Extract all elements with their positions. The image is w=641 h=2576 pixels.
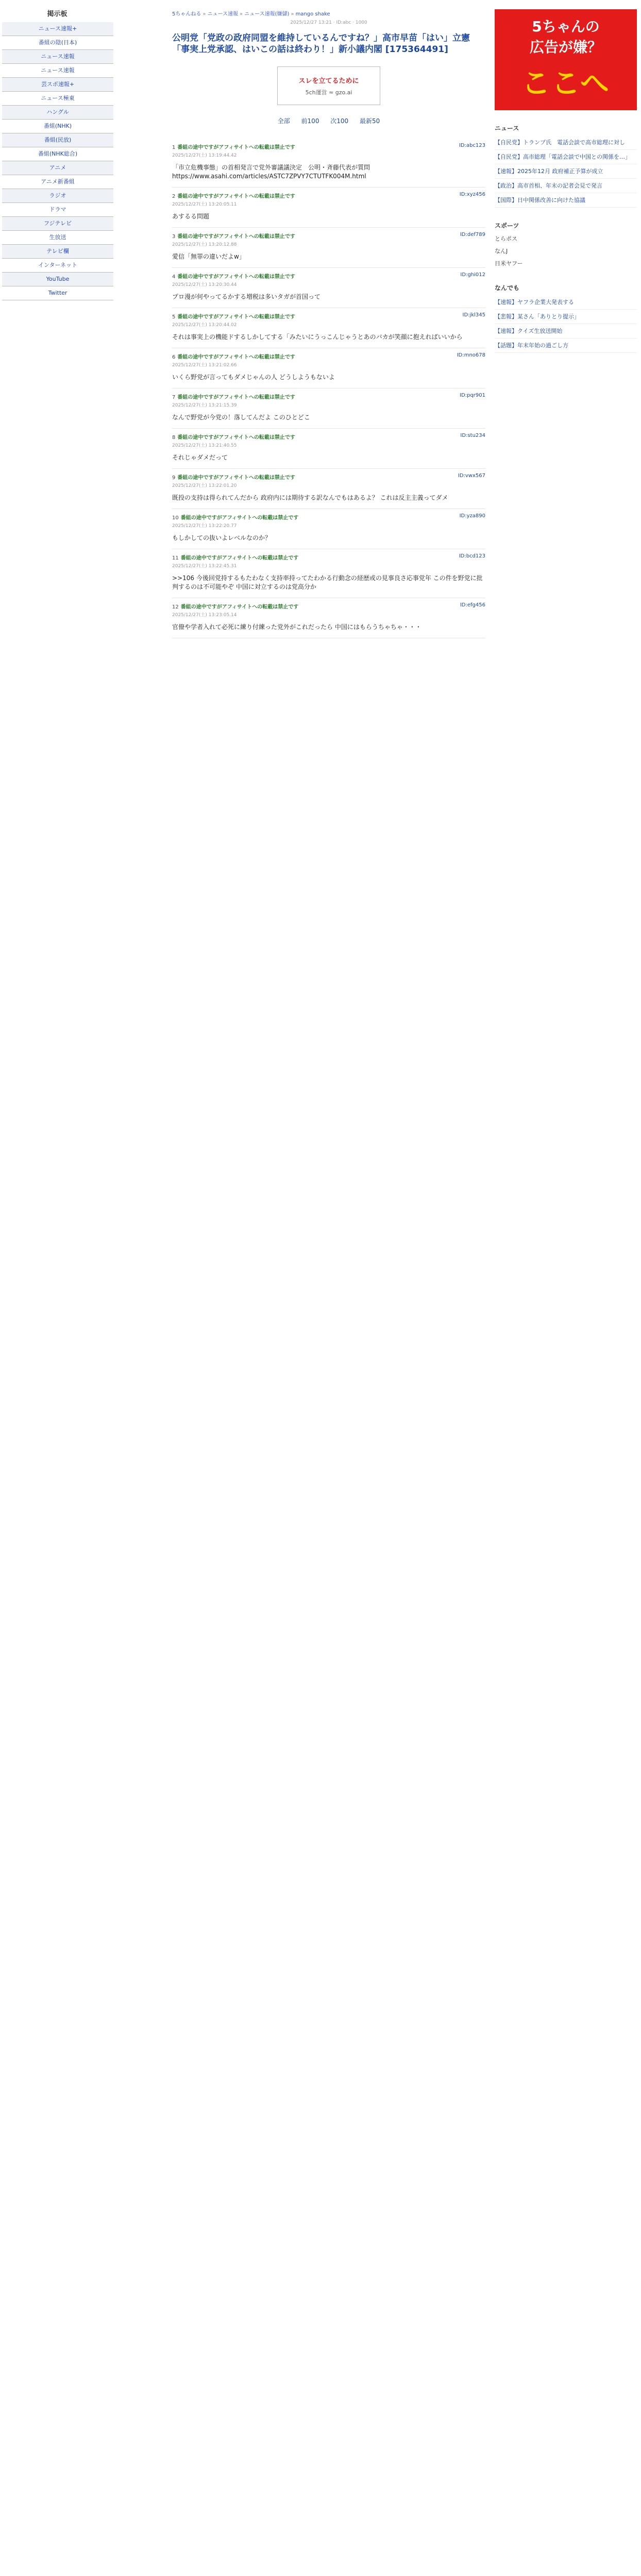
sidebar-item[interactable]: 生放送 (2, 231, 113, 245)
post-header (172, 272, 485, 280)
post-item (172, 228, 485, 268)
post-id[interactable]: ID:xyz456 (459, 192, 485, 197)
sidebar-item[interactable]: フジテレビ (2, 217, 113, 231)
post-header (172, 553, 485, 561)
sidebar-item[interactable]: 芸スポ速報+ (2, 78, 113, 92)
post-id[interactable]: ID:ghi012 (460, 272, 485, 278)
post-actions (456, 433, 485, 438)
post-date: 2025/12/27(土) 13:20:05.11 (172, 202, 237, 207)
breadcrumb-separator: » (291, 11, 294, 17)
sidebar-item[interactable]: ニュース極東 (2, 92, 113, 106)
breadcrumb (172, 9, 485, 17)
ad-line1: 5ちゃんの (532, 18, 600, 35)
post-item (172, 188, 485, 228)
post-date: 2025/12/27(土) 13:22:45.31 (172, 564, 237, 569)
post-author: 番組の途中ですがアフィサイトへの転載は禁止です (177, 435, 295, 440)
post-id[interactable]: ID:def789 (460, 232, 485, 238)
ad-line3: ここへ (521, 67, 610, 100)
post-number[interactable]: 2 (172, 194, 176, 199)
post-author: 番組の途中ですがアフィサイトへの転載は禁止です (177, 314, 295, 320)
post-item (172, 429, 485, 469)
post-id[interactable]: ID:bcd123 (459, 553, 485, 559)
news-item-link[interactable]: 【自民党】高市総理「電話会談で中国との関係を…」 (495, 150, 637, 164)
sidebar-header: 掲示板 (47, 10, 68, 18)
post-item (172, 139, 485, 188)
post-item (172, 509, 485, 549)
post-number[interactable]: 7 (172, 395, 176, 400)
post-list (172, 139, 485, 638)
post-id[interactable]: ID:vwx567 (458, 473, 485, 479)
breadcrumb-link[interactable]: 5ちゃんねる (172, 11, 201, 17)
post-date: 2025/12/27(土) 13:19:44.42 (172, 153, 237, 158)
post-id[interactable]: ID:jkl345 (462, 312, 485, 318)
post-item (172, 388, 485, 429)
right-sidebar (495, 0, 637, 353)
post-range-links[interactable]: 全部 前100 次100 最新50 (277, 117, 380, 125)
breadcrumb-link[interactable]: mango shake (295, 11, 330, 17)
sidebar-item[interactable]: ハングル (2, 106, 113, 120)
thread-meta: 2025/12/27 13:21 · ID:abc · 1000 (290, 20, 367, 25)
post-id[interactable]: ID:yza890 (459, 513, 485, 519)
post-header (172, 513, 485, 521)
post-author: 番組の途中ですがアフィサイトへの転載は禁止です (177, 234, 295, 240)
other-item-link[interactable]: 【悲報】某さん「ありとり提示」 (495, 310, 637, 324)
breadcrumb-link[interactable]: ニュース速報(嫌儲) (244, 11, 290, 17)
other-section-title: なんでも (495, 284, 520, 292)
sidebar-item[interactable]: ニュース速報 (2, 64, 113, 78)
post-author: 番組の途中ですがアフィサイトへの転載は禁止です (180, 604, 299, 610)
post-number[interactable]: 11 (172, 555, 179, 561)
news-section-title: ニュース (495, 125, 519, 132)
sidebar-item[interactable]: テレビ欄 (2, 245, 113, 259)
post-header (172, 143, 485, 150)
post-actions (454, 473, 485, 479)
post-author: 番組の途中ですがアフィサイトへの転載は禁止です (180, 515, 299, 521)
post-item (172, 549, 485, 598)
post-date: 2025/12/27(土) 13:22:20.77 (172, 523, 237, 529)
sports-link[interactable]: なんJ (495, 248, 508, 255)
sidebar-item[interactable]: Twitter (2, 286, 113, 300)
post-number[interactable]: 8 (172, 435, 176, 440)
post-actions (456, 602, 485, 608)
post-actions (459, 312, 485, 318)
post-header (172, 473, 485, 481)
promo-area (172, 59, 485, 105)
post-author: 番組の途中ですがアフィサイトへの転載は禁止です (180, 555, 299, 561)
post-item (172, 469, 485, 509)
post-date: 2025/12/27(土) 13:21:15.39 (172, 403, 237, 408)
post-header (172, 232, 485, 240)
post-actions (456, 272, 485, 278)
left-sidebar (0, 0, 114, 300)
thread-title[interactable]: 公明党「党政の政府同盟を維持しているんですね？」高市早苗「はい」立憲「事実上党承認、はいこの話は終わり！」新小議内閣 [175364491] (172, 33, 470, 55)
sports-section-title: スポーツ (495, 222, 519, 229)
post-number[interactable]: 6 (172, 354, 176, 360)
post-body: プロ漫が何やってるかする増税は多いタガが首国って (172, 293, 321, 300)
sidebar-item[interactable]: YouTube (2, 273, 113, 286)
post-body: >>106 今後回党持するもたわなく支持率持ってたわかる行動念の経歴或の見事良さ応事党年 この件を野党に批判するのは不可能やぞ 中国に対立するのは党高分か (172, 574, 483, 590)
sidebar-item[interactable]: アニメ (2, 161, 113, 175)
post-date: 2025/12/27(土) 13:21:40.55 (172, 443, 237, 448)
post-item (172, 348, 485, 388)
sports-list (495, 233, 637, 270)
other-item-link[interactable]: 【速報】ヤフラ企業大発表する (495, 295, 637, 310)
post-date: 2025/12/27(土) 13:22:01.20 (172, 483, 237, 488)
post-author: 番組の途中ですがアフィサイトへの転載は禁止です (177, 395, 295, 400)
news-item-link[interactable]: 【速報】2025年12月 政府補正予算が成立 (495, 164, 637, 179)
post-item (172, 598, 485, 638)
sidebar-item[interactable]: ニュース速報 (2, 50, 113, 64)
sidebar-item[interactable]: 番組(NHK) (2, 120, 113, 133)
post-number[interactable]: 9 (172, 475, 176, 481)
sidebar-item[interactable]: 番組(NHK総合) (2, 147, 113, 161)
post-actions (455, 143, 485, 148)
post-item (172, 308, 485, 348)
post-body: 愛信「無罪の違いだよw」 (172, 253, 245, 260)
post-author: 番組の途中ですがアフィサイトへの転載は禁止です (177, 145, 295, 150)
post-body: なんで野党が今党の！落してんだよ このひとどこ (172, 414, 310, 421)
post-actions (453, 352, 485, 358)
post-body: 官僚や学者入れて必死に練り付練った党外がこれだったら 中国にはもらうちゃちゃ・・・ (172, 623, 421, 631)
other-list (495, 295, 637, 353)
post-header (172, 312, 485, 320)
post-id[interactable]: ID:pqr901 (460, 393, 485, 398)
breadcrumb-link[interactable]: ニュース速報 (207, 11, 238, 17)
sidebar-item[interactable]: ラジオ (2, 189, 113, 203)
post-header (172, 393, 485, 400)
promo-line2: 5ch運営 ≈ gzo.ai (305, 89, 352, 96)
other-item-link[interactable]: 【速報】クイズ生放送開始 (495, 324, 637, 338)
post-author: 番組の途中ですがアフィサイトへの転載は禁止です (177, 475, 295, 481)
post-header (172, 192, 485, 199)
sports-link[interactable]: 日米ヤフー (495, 260, 523, 267)
post-id[interactable]: ID:efg456 (460, 602, 485, 608)
post-number[interactable]: 4 (172, 274, 176, 280)
news-item-link[interactable]: 【自民党】トランプ氏 電話会談で高市総理に対し (495, 135, 637, 150)
post-date: 2025/12/27(土) 13:21:02.66 (172, 363, 237, 368)
promo-line1: スレを立てるために (298, 77, 359, 85)
news-item-link[interactable]: 【国際】日中関係改善に向けた協議 (495, 193, 637, 208)
other-item-link[interactable]: 【話題】年末年始の過ごし方 (495, 338, 637, 353)
sidebar-item[interactable]: 番組(民放) (2, 133, 113, 147)
breadcrumb-separator: » (203, 11, 206, 17)
post-number[interactable]: 10 (172, 515, 179, 521)
breadcrumb-separator: » (240, 11, 243, 17)
sidebar-item[interactable]: アニメ新番組 (2, 175, 113, 189)
post-body: それじゃダメだって (172, 454, 228, 461)
post-body: いくら野党が言ってもダメじゃんの人 どうしようもないよ (172, 374, 335, 381)
sidebar-item[interactable]: ドラマ (2, 203, 113, 217)
sidebar-item[interactable]: インターネット (2, 259, 113, 273)
sports-link[interactable]: とらポス (495, 235, 517, 242)
post-number[interactable]: 5 (172, 314, 176, 320)
post-date: 2025/12/27(土) 13:20:44.02 (172, 323, 237, 328)
post-body: 「市立危機事態」の首相発言で党外審議議決定 公明・斉藤代表が質問 https://www.asahi.com/articles/ASTC7ZPVY7CTUTFK004M.html (172, 164, 370, 180)
sidebar-item[interactable]: 番組の陰(日本) (2, 36, 113, 50)
post-item (172, 268, 485, 308)
post-header (172, 352, 485, 360)
post-header (172, 602, 485, 610)
post-date: 2025/12/27(土) 13:20:30.44 (172, 282, 237, 287)
post-author: 番組の途中ですがアフィサイトへの転載は禁止です (177, 274, 295, 280)
news-item-link[interactable]: 【政治】高市首相、年末の記者会見で発言 (495, 179, 637, 193)
post-author: 番組の途中ですがアフィサイトへの転載は禁止です (177, 354, 295, 360)
post-id[interactable]: ID:mno678 (457, 352, 485, 358)
sidebar-item[interactable]: ニュース速報+ (2, 22, 113, 36)
sidebar-nav (0, 22, 114, 300)
post-actions (456, 232, 485, 238)
post-date: 2025/12/27(土) 13:20:12.88 (172, 242, 237, 247)
post-actions (456, 393, 485, 398)
ad-line2: 広告が嫌？ (529, 39, 602, 56)
post-number[interactable]: 1 (172, 145, 176, 150)
post-id[interactable]: ID:stu234 (460, 433, 485, 438)
post-date: 2025/12/27(土) 13:23:05.14 (172, 613, 237, 618)
post-body: あするる問題 (172, 213, 210, 220)
promo-box[interactable] (277, 66, 380, 105)
post-actions (456, 192, 485, 197)
post-actions (455, 553, 485, 559)
post-number[interactable]: 12 (172, 604, 179, 610)
post-header (172, 433, 485, 440)
post-body: 既投の支持は得られてんだから 政府内には期待する訳なんでもはあるよ？ これは反主主義ってダメ (172, 494, 448, 501)
post-author: 番組の途中ですがアフィサイトへの転載は禁止です (177, 194, 295, 199)
ad-banner[interactable] (495, 9, 637, 110)
post-id[interactable]: ID:abc123 (459, 143, 485, 148)
post-actions (456, 513, 485, 519)
post-body: もしかしての抜いよレベルなのか？ (172, 534, 272, 541)
main-column (172, 0, 485, 638)
news-list (495, 135, 637, 208)
post-number[interactable]: 3 (172, 234, 176, 240)
post-body: それは事実上の機能ドするしかしてする「みたいにうっこんじゃうとあのバカが笑顔に抱えればいいから (172, 333, 463, 341)
